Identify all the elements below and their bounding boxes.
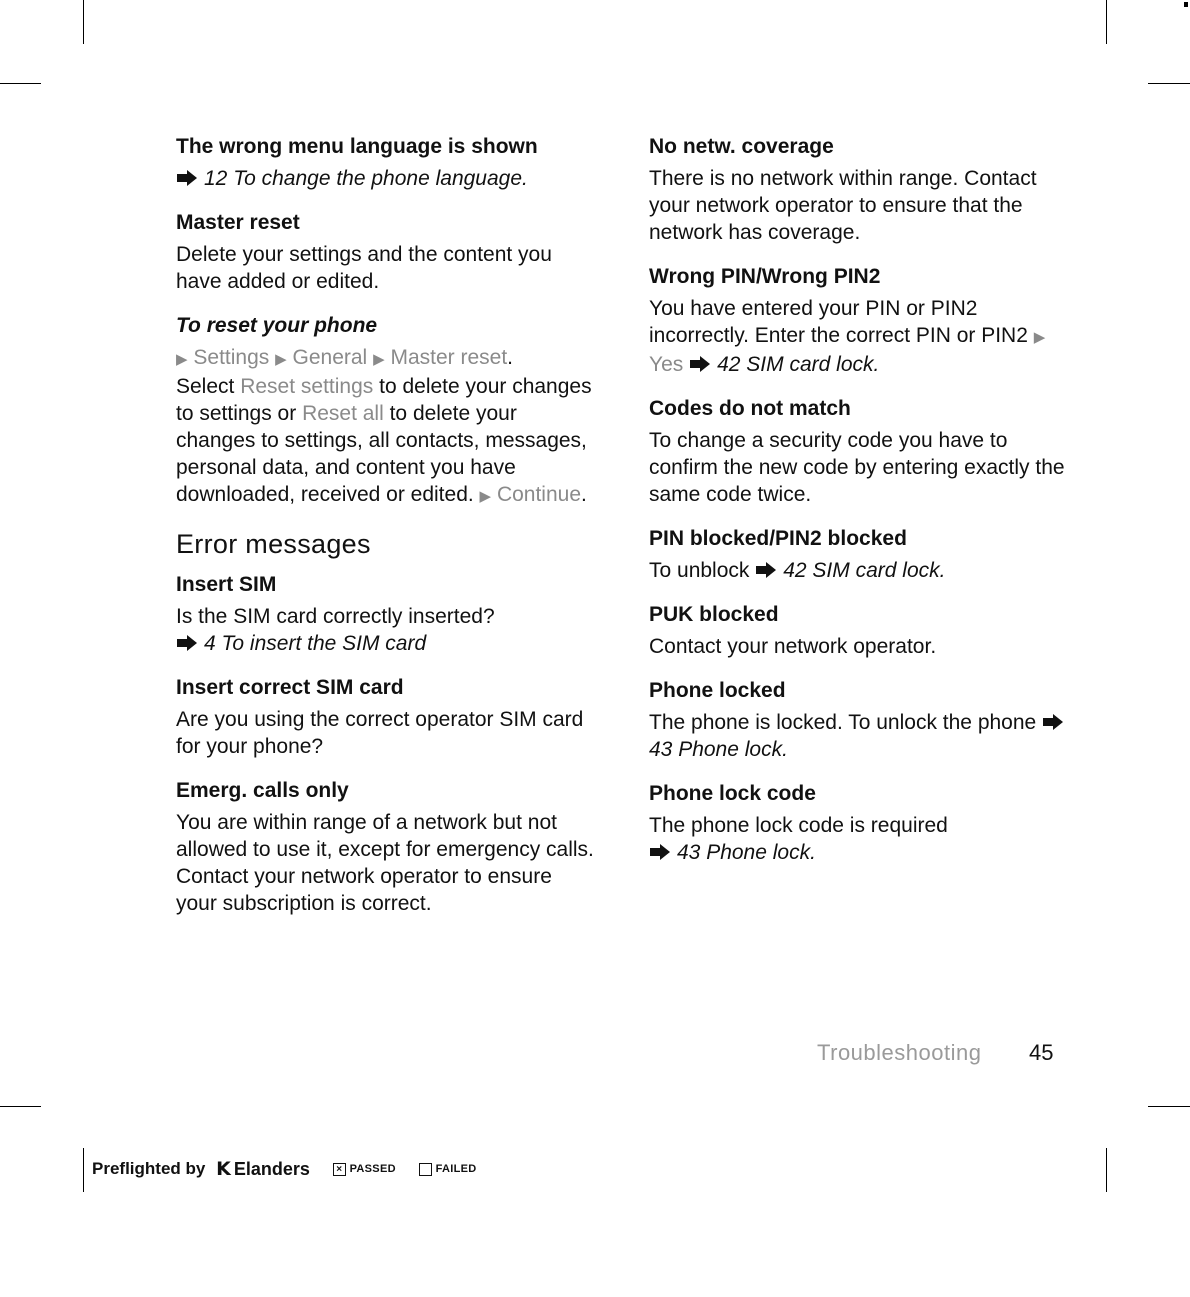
section-text: Delete your settings and the content you have added or edited. [176, 243, 552, 293]
section-title: Master reset [176, 211, 300, 234]
text-fragment: to delete your changes to settings or [176, 375, 592, 425]
menu-triangle-icon: ▶ [275, 351, 287, 368]
passed-label: PASSED [349, 1163, 396, 1175]
crop-mark-top-left-v [83, 0, 84, 44]
section-codes-mismatch [649, 395, 1079, 508]
right-arrow-icon [689, 355, 711, 373]
preflight-label: Preflighted by [92, 1159, 206, 1178]
section-pin-blocked [649, 525, 1079, 584]
right-arrow-icon [176, 169, 198, 187]
text-fragment: to delete your changes to settings, all contacts, messages, personal data, and content you have downloaded, received or edited. [176, 402, 587, 506]
crop-mark-corner-dot [1184, 2, 1188, 7]
section-reset-phone [176, 312, 596, 510]
section-wrong-pin [649, 263, 1079, 378]
reference-text: 43 Phone lock. [677, 841, 816, 864]
section-title: Phone locked [649, 679, 786, 702]
failed-label: FAILED [435, 1163, 477, 1175]
procedure-text [176, 344, 596, 510]
menu-item-reset-settings[interactable]: Reset settings [240, 375, 374, 398]
menu-item-reset-all[interactable]: Reset all [302, 402, 384, 425]
text-fragment: . [581, 483, 587, 506]
section-title: PUK blocked [649, 603, 779, 626]
failed-checkbox [419, 1163, 432, 1176]
section-text: You are within range of a network but not allowed to use it, except for emergency calls. Contact your network operator to ensure your subscription is correct. [176, 811, 594, 915]
section-text [649, 295, 1079, 378]
section-text [649, 557, 1079, 584]
section-title: The wrong menu language is shown [176, 135, 538, 158]
left-column [176, 133, 596, 934]
cross-reference[interactable] [649, 839, 1079, 866]
menu-item-yes[interactable]: Yes [649, 353, 684, 376]
crop-mark-bottom-left-v [83, 1148, 84, 1192]
text-fragment: . [507, 346, 514, 369]
section-master-reset [176, 209, 596, 295]
reference-text: 12 To change the phone language. [204, 167, 528, 190]
cross-reference[interactable] [176, 630, 596, 657]
cross-reference[interactable] [176, 165, 596, 192]
section-phone-locked [649, 677, 1079, 763]
menu-triangle-icon: ▶ [373, 351, 385, 368]
crop-mark-bottom-left-h [0, 1106, 41, 1107]
section-phone-lock-code [649, 780, 1079, 866]
section-insert-sim [176, 571, 596, 657]
section-title: Emerg. calls only [176, 779, 349, 802]
brand-name: Elanders [233, 1158, 310, 1179]
section-emerg-calls [176, 777, 596, 917]
menu-triangle-icon: ▶ [1033, 329, 1046, 346]
elanders-logo-icon: K [216, 1158, 231, 1180]
crop-mark-bottom-right-h [1148, 1106, 1190, 1107]
section-title: Phone lock code [649, 782, 816, 805]
procedure-title: To reset your phone [176, 314, 378, 337]
menu-item-continue[interactable]: Continue [496, 483, 581, 506]
crop-mark-top-right-h [1148, 83, 1190, 84]
cross-reference[interactable]: 42 SIM card lock. [717, 353, 880, 376]
text-fragment: To unblock [649, 559, 756, 582]
section-puk-blocked [649, 601, 1079, 660]
section-wrong-language [176, 133, 596, 192]
section-title: Insert correct SIM card [176, 676, 404, 699]
section-title: Codes do not match [649, 397, 851, 420]
crop-mark-top-left-h [0, 83, 41, 84]
cross-reference[interactable]: 43 Phone lock. [649, 738, 788, 761]
right-arrow-icon [755, 561, 777, 579]
section-text: Contact your network operator. [649, 635, 937, 658]
section-text: Are you using the correct operator SIM card for your phone? [176, 708, 584, 758]
section-insert-correct-sim [176, 674, 596, 760]
section-text: There is no network within range. Contact your network operator to ensure that the network has coverage. [649, 167, 1037, 244]
preflight-stamp [92, 1158, 477, 1180]
right-arrow-icon [176, 634, 198, 652]
page-number: 45 [1029, 1040, 1054, 1065]
section-text: To change a security code you have to confirm the new code by entering exactly the same code twice. [649, 429, 1065, 506]
text-fragment: Select [176, 375, 241, 398]
crop-mark-top-right-v [1106, 0, 1107, 44]
cross-reference[interactable]: 42 SIM card lock. [783, 559, 946, 582]
crop-mark-bottom-right-v [1106, 1148, 1107, 1192]
footer-section-title: Troubleshooting [817, 1040, 982, 1065]
section-title: Wrong PIN/Wrong PIN2 [649, 265, 881, 288]
passed-checkbox: × [333, 1163, 346, 1176]
menu-item-general[interactable]: General [292, 346, 368, 369]
menu-item-master-reset[interactable]: Master reset [390, 346, 508, 369]
menu-triangle-icon: ▶ [479, 488, 492, 505]
menu-triangle-icon: ▶ [176, 351, 188, 368]
right-arrow-icon [1042, 713, 1064, 731]
menu-item-settings[interactable]: Settings [193, 346, 270, 369]
right-arrow-icon [649, 843, 671, 861]
section-text: Is the SIM card correctly inserted? [176, 605, 495, 628]
section-title: PIN blocked/PIN2 blocked [649, 527, 907, 550]
section-no-coverage [649, 133, 1079, 246]
section-text [649, 709, 1079, 763]
right-column [649, 133, 1079, 883]
section-text: The phone lock code is required [649, 814, 948, 837]
section-title: No netw. coverage [649, 135, 834, 158]
heading-error-messages: Error messages [176, 529, 371, 559]
text-fragment: The phone is locked. To unlock the phone [649, 711, 1043, 734]
text-fragment: You have entered your PIN or PIN2 incorrectly. Enter the correct PIN or PIN2 [649, 297, 1034, 347]
section-title: Insert SIM [176, 573, 277, 596]
reference-text: 4 To insert the SIM card [204, 632, 427, 655]
